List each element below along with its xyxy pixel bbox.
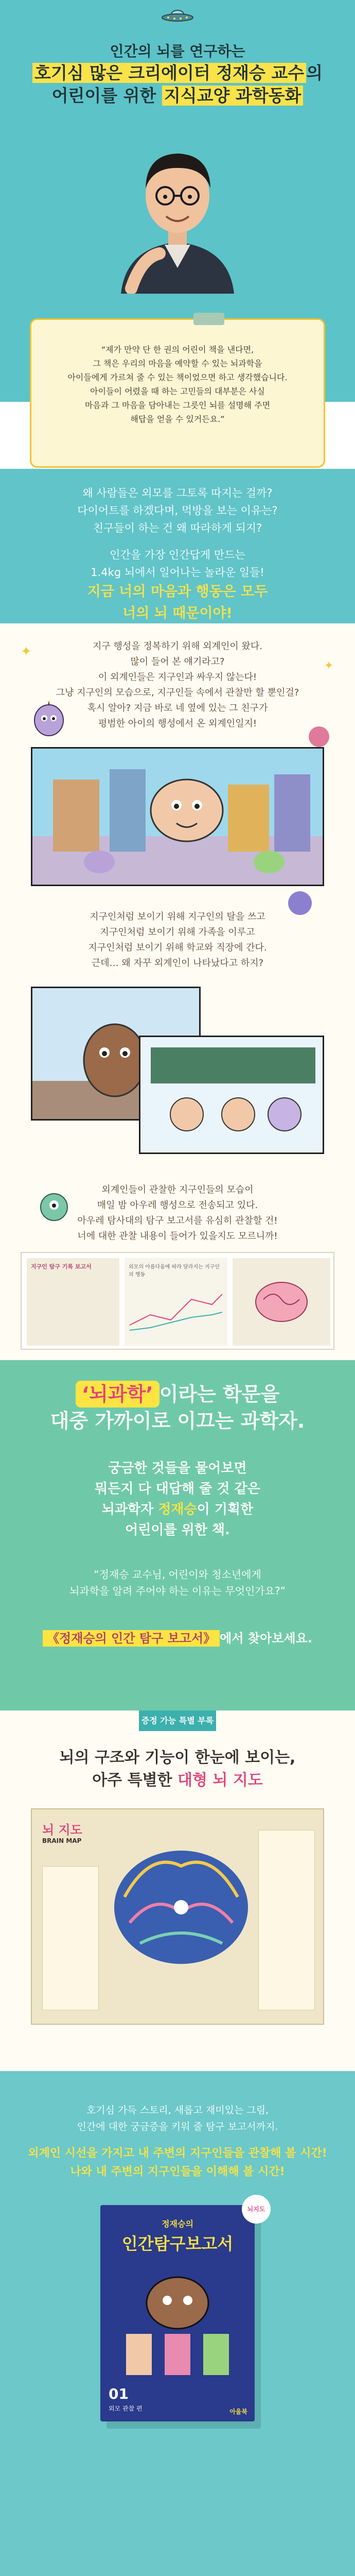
highlight-line: 너의 뇌 때문이야! bbox=[122, 605, 233, 621]
book-cover-image bbox=[100, 2205, 255, 2421]
hero-title-highlight-1 bbox=[32, 63, 306, 83]
book-cover-title: 인간탐구보고서 bbox=[121, 2234, 234, 2253]
planet-icon bbox=[288, 891, 312, 915]
story-line: 지구인처럼 보이기 위해 학교와 직장에 간다. bbox=[88, 942, 267, 953]
closing-section bbox=[0, 2071, 355, 2576]
star-icon: ✦ bbox=[21, 644, 32, 659]
closing-line: 호기심 가득 스토리, 새롭고 재미있는 그림, bbox=[86, 2105, 269, 2116]
neuro-line: 뇌과학자 bbox=[101, 1502, 158, 1517]
story-line: 혹시 알아? 지금 바로 네 옆에 있는 그 친구가 bbox=[87, 703, 268, 714]
intro-line: 1.4kg 뇌에서 일어나는 놀라운 일들! bbox=[91, 566, 264, 579]
highlight-line: 지금 너의 마음과 행동은 모두 bbox=[87, 584, 268, 600]
report-left-page bbox=[27, 1258, 119, 1346]
neuro-question bbox=[0, 1566, 355, 1599]
author-quote-card bbox=[30, 318, 325, 468]
neuroscience-section bbox=[0, 1360, 355, 1710]
story-bubble-3 bbox=[0, 1182, 355, 1244]
story-line: 지구 행성을 정복하기 위해 외계인이 왔다. bbox=[93, 641, 262, 652]
story-line: 매일 밤 아우레 행성으로 전송되고 있다. bbox=[97, 1200, 258, 1211]
comic-panel-classroom bbox=[139, 1036, 324, 1154]
poster-right-column bbox=[258, 1830, 315, 2010]
neuro-title-text: 이라는 학문을 bbox=[159, 1383, 280, 1405]
report-caption: 외모의 아름다움에 따라 달라지는 지구인의 행동 bbox=[129, 1264, 220, 1278]
quote-line: 아이들에게 가르쳐 줄 수 있는 책이었으면 하고 생각했습니다. bbox=[67, 372, 288, 382]
report-graph-image bbox=[130, 1284, 222, 1335]
hero-title-text-2b: 지식교양 과학동화 bbox=[162, 86, 304, 106]
map-title-line2: 아주 특별한 bbox=[92, 1771, 177, 1789]
neuro-cta bbox=[0, 1628, 355, 1646]
story-line: 지구인처럼 보이기 위해 지구인의 탈을 쓰고 bbox=[90, 911, 265, 922]
closing-highlight: 나와 내 주변의 지구인들을 이해해 볼 시간! bbox=[70, 2165, 285, 2178]
bonus-sticker: 뇌지도 bbox=[242, 2195, 271, 2224]
story-line: 너에 대한 관찰 내용이 들어가 있을지도 모르니까! bbox=[77, 1231, 278, 1242]
quote-line: 그 책은 우리의 마음을 예약할 수 있는 뇌과학을 bbox=[93, 359, 262, 368]
story-bubble-2 bbox=[0, 909, 355, 971]
quote-line: 마음과 그 마음을 담아내는 그릇인 뇌를 설명해 주면 bbox=[84, 400, 271, 410]
story-line: 아우레 탐사대의 탐구 보고서를 유심히 관찰할 건! bbox=[77, 1215, 278, 1226]
neuro-description bbox=[0, 1458, 355, 1540]
neuro-line: 뭐든지 다 대답해 줄 것 같은 bbox=[95, 1481, 260, 1497]
author-name: 정재승 bbox=[158, 1502, 197, 1517]
story-line: 지구인처럼 보이기 위해 가족을 이루고 bbox=[100, 927, 255, 938]
map-title-highlight: 대형 뇌 지도 bbox=[177, 1771, 263, 1789]
closing-line: 인간에 대한 궁금증을 키워 줄 탐구 보고서까지. bbox=[77, 2121, 278, 2132]
story-line: 평범한 아이의 행성에서 온 외계인일지! bbox=[98, 718, 257, 729]
neuro-line: 어린이를 위한 책. bbox=[125, 1522, 230, 1538]
intro-line: 인간을 가장 인간답게 만드는 bbox=[110, 549, 245, 561]
question-line: 왜 사람들은 외모를 그토록 따지는 걸까? bbox=[82, 487, 273, 499]
report-brain-page bbox=[233, 1258, 330, 1346]
brain-icon bbox=[253, 1279, 310, 1325]
questions-list bbox=[0, 484, 355, 624]
cta-text: 에서 찾아보세요. bbox=[220, 1631, 312, 1646]
hero-title bbox=[0, 62, 355, 107]
book-title-highlight: 《정재승의 인간 탐구 보고서》 bbox=[43, 1630, 220, 1647]
questions-section bbox=[0, 469, 355, 623]
book-volume-number: 01 bbox=[109, 2385, 129, 2402]
poster-subtitle: BRAIN MAP bbox=[42, 1837, 82, 1844]
story-line: 많이 들어 본 얘기라고? bbox=[130, 656, 225, 667]
publisher-logo: 아울북 bbox=[229, 2408, 247, 2415]
book-cover-series: 정재승의 bbox=[162, 2219, 193, 2229]
poster-title: 뇌 지도 bbox=[42, 1823, 82, 1837]
report-chart-page bbox=[125, 1258, 227, 1346]
ufo-icon bbox=[161, 9, 194, 23]
hero-title-text-2a: 어린이를 위한 bbox=[51, 86, 162, 106]
book-cover-illustration bbox=[116, 2267, 239, 2380]
map-title bbox=[0, 1747, 355, 1792]
question-line: 친구들이 하는 건 왜 따라하게 되지? bbox=[93, 522, 262, 534]
paper-clip bbox=[193, 313, 224, 325]
hero-title-text-1a: 호기심 많은 크리에이터 bbox=[34, 63, 217, 83]
story-bubble-1 bbox=[0, 639, 355, 732]
quote-line: 아이들이 어렸을 때 하는 고민들의 대부분은 사실 bbox=[90, 386, 265, 396]
neuro-title-line2: 대중 가까이로 이끄는 과학자. bbox=[50, 1410, 305, 1432]
neuro-title-keyword: ‘뇌과학’ bbox=[76, 1381, 159, 1408]
comic-panel-city bbox=[31, 747, 324, 886]
report-spread bbox=[21, 1252, 334, 1350]
report-heading: 지구인 탐구 기록 보고서 bbox=[31, 1263, 92, 1270]
story-line: 근데… 왜 자꾸 외계인이 나타났다고 하지? bbox=[91, 958, 264, 969]
story-line: 이 외계인들은 지구인과 싸우지 않는다! bbox=[98, 672, 257, 683]
question-line: 다이어트를 하겠다며, 먹방을 보는 이유는? bbox=[77, 504, 278, 517]
map-title-line1: 뇌의 구조와 기능이 한눈에 보이는, bbox=[59, 1749, 296, 1767]
brain-illustration-icon bbox=[104, 1830, 258, 1985]
closing-highlight: 외계인 시선을 가지고 내 주변의 지구인들을 관찰해 볼 시간! bbox=[28, 2147, 327, 2160]
neuro-line: 궁금한 것들을 물어보면 bbox=[108, 1461, 247, 1476]
brain-map-poster bbox=[31, 1808, 324, 2025]
hero-subtitle: 인간의 뇌를 연구하는 bbox=[110, 43, 245, 60]
neuro-question-line: “정재승 교수님, 어린이와 청소년에게 bbox=[94, 1568, 261, 1581]
closing-lines bbox=[0, 2102, 355, 2181]
author-portrait-illustration bbox=[111, 118, 244, 294]
story-section bbox=[0, 623, 355, 1360]
bonus-tag: 증정 가능 특별 부록 bbox=[139, 1710, 216, 1731]
neuro-title bbox=[0, 1381, 355, 1434]
hero-title-text-1c: 의 bbox=[306, 63, 323, 83]
story-line: 그냥 지구인의 모습으로, 지구인들 속에서 관찰만 할 뿐인걸? bbox=[56, 687, 299, 698]
poster-left-column bbox=[42, 1866, 99, 2010]
quote-line: “제가 만약 단 한 권의 어린이 책을 낸다면, bbox=[101, 345, 254, 354]
story-line: 외계인들이 관찰한 지구인들의 모습이 bbox=[101, 1184, 254, 1195]
star-icon: ✦ bbox=[324, 659, 334, 672]
brain-map-section bbox=[0, 1710, 355, 2071]
book-volume-subtitle: 외모 관찰 편 bbox=[109, 2405, 143, 2412]
hero-title-text-1b: 정재승 교수 bbox=[216, 63, 305, 83]
neuro-question-line: 뇌과학을 알려 주어야 하는 이유는 무엇인가요?” bbox=[69, 1585, 286, 1597]
quote-line: 해답을 얻을 수 있거든요.” bbox=[130, 414, 225, 424]
neuro-line: 이 기획한 bbox=[197, 1502, 254, 1517]
